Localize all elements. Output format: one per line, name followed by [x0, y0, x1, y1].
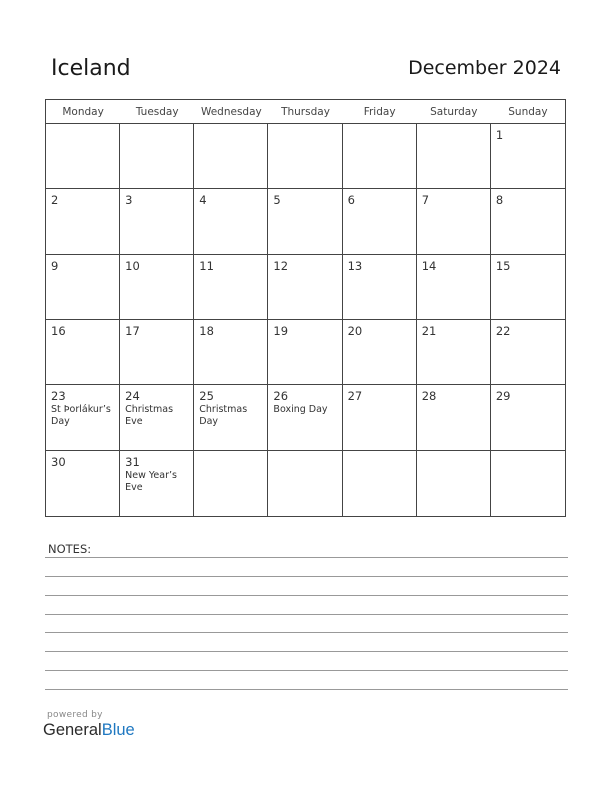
day-cell: [417, 124, 491, 189]
day-cell: [491, 255, 565, 320]
day-cell: [491, 451, 565, 516]
day-cell: [417, 385, 491, 450]
holiday-label: Christmas Eve: [125, 404, 174, 428]
day-number: 1: [495, 128, 504, 142]
brand-logo: [43, 721, 135, 740]
day-number: 20: [347, 324, 363, 338]
day-cell: [46, 320, 120, 385]
day-number: 3: [125, 193, 133, 208]
day-cell: [194, 385, 268, 450]
holiday-label: Boxing Day: [273, 404, 328, 416]
day-number: 19: [273, 324, 289, 338]
day-cell: [417, 189, 491, 254]
month-title: December 2024: [408, 57, 561, 79]
brand-name-blue: Blue: [101, 721, 135, 739]
day-number: 8: [495, 193, 504, 208]
day-number: 13: [347, 258, 363, 273]
holiday-label: St Þorlákur’s Day: [51, 404, 111, 428]
day-cell: [491, 189, 565, 254]
brand-name-general: General: [43, 721, 102, 739]
day-number: 31: [125, 454, 140, 469]
day-cell: [343, 385, 417, 450]
day-number: 28: [421, 389, 437, 404]
day-cell: [46, 189, 120, 254]
day-number: 10: [125, 258, 140, 273]
day-number: 27: [347, 389, 363, 404]
day-cell: [46, 124, 120, 189]
day-number: 14: [421, 258, 437, 273]
day-number: 18: [199, 324, 214, 338]
day-number: 6: [347, 193, 355, 208]
day-cell: [194, 189, 268, 254]
day-number: 30: [51, 454, 66, 469]
day-cell: [120, 320, 194, 385]
day-number: 12: [273, 258, 289, 273]
day-cell: [194, 320, 268, 385]
day-cell: [268, 385, 342, 450]
day-cell: [46, 255, 120, 320]
day-cell: [491, 385, 565, 450]
day-number: 26: [273, 389, 289, 404]
day-cell: [417, 451, 491, 516]
day-number: 22: [495, 324, 511, 338]
day-number: 9: [51, 258, 59, 273]
day-cell: [194, 124, 268, 189]
holiday-label: Christmas Day: [199, 404, 248, 428]
country-title: Iceland: [51, 56, 131, 81]
day-number: 25: [199, 389, 214, 404]
day-number: 16: [51, 324, 66, 338]
note-line: [45, 576, 568, 577]
day-cell: [343, 189, 417, 254]
day-cell: [120, 451, 194, 516]
weekday-header: Saturday: [417, 100, 491, 124]
day-cell: [268, 320, 342, 385]
day-cell: [343, 255, 417, 320]
day-cell: [120, 385, 194, 450]
note-line: [45, 689, 568, 690]
day-number: 17: [125, 324, 140, 338]
day-number: 7: [421, 193, 430, 208]
day-cell: [343, 320, 417, 385]
day-number: 21: [421, 324, 437, 338]
weekday-header: Tuesday: [120, 100, 194, 124]
day-cell: [343, 451, 417, 516]
weekday-header: Friday: [343, 100, 417, 124]
day-cell: [194, 451, 268, 516]
day-cell: [46, 451, 120, 516]
calendar-grid: [45, 99, 566, 517]
day-cell: [46, 385, 120, 450]
note-line: [45, 557, 568, 558]
note-line: [45, 670, 568, 671]
day-cell: [491, 320, 565, 385]
day-number: 23: [51, 389, 66, 404]
day-cell: [268, 124, 342, 189]
day-cell: [491, 124, 565, 189]
day-cell: [120, 124, 194, 189]
day-number: 5: [273, 193, 281, 208]
day-number: 11: [199, 258, 214, 273]
day-cell: [194, 255, 268, 320]
day-cell: [417, 320, 491, 385]
day-number: 4: [199, 193, 207, 208]
weekday-header: Thursday: [268, 100, 342, 124]
day-cell: [268, 451, 342, 516]
day-number: 24: [125, 389, 140, 404]
day-cell: [343, 124, 417, 189]
note-line: [45, 632, 568, 633]
day-number: 2: [51, 193, 59, 208]
day-cell: [268, 189, 342, 254]
weekday-header: Monday: [46, 100, 120, 124]
day-number: 15: [495, 258, 511, 273]
weekday-header: Wednesday: [194, 100, 268, 124]
note-line: [45, 595, 568, 596]
weekday-header: Sunday: [491, 100, 565, 124]
day-cell: [120, 255, 194, 320]
note-line: [45, 651, 568, 652]
holiday-label: New Year’s Eve: [125, 469, 177, 493]
notes-label: NOTES:: [48, 542, 92, 556]
powered-by-text: powered by: [47, 710, 103, 720]
note-line: [45, 614, 568, 615]
day-number: 29: [495, 389, 511, 404]
day-cell: [417, 255, 491, 320]
day-cell: [120, 189, 194, 254]
day-cell: [268, 255, 342, 320]
